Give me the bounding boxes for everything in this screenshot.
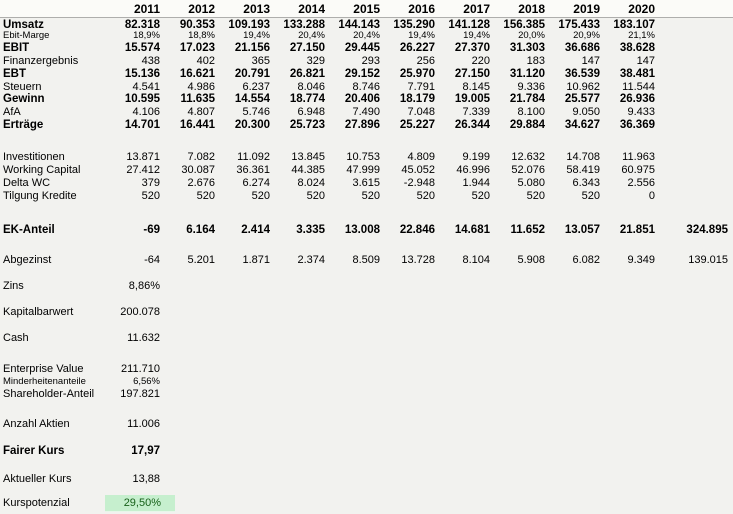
value-cell[interactable]: 3.615 <box>352 177 380 189</box>
value-cell[interactable]: 8.046 <box>297 81 325 93</box>
summary-row <box>0 363 160 375</box>
summary-value[interactable]: 13,88 <box>132 473 160 485</box>
value-cell[interactable]: 19,4% <box>408 30 435 41</box>
row-label[interactable]: Steuern <box>3 81 42 93</box>
value-cell[interactable]: 329 <box>306 55 325 67</box>
value-cell[interactable]: 5.908 <box>517 254 545 266</box>
value-cell[interactable]: 16.621 <box>179 68 215 80</box>
value-cell[interactable]: 27.150 <box>289 42 325 54</box>
year-header[interactable]: 2019 <box>573 2 600 16</box>
value-cell[interactable]: 29.152 <box>344 68 380 80</box>
row-label[interactable]: Working Capital <box>3 164 81 176</box>
value-cell[interactable]: 29.445 <box>344 42 380 54</box>
row-label[interactable]: EK-Anteil <box>3 224 55 236</box>
value-cell[interactable]: 14.701 <box>124 119 160 131</box>
row-label[interactable]: Gewinn <box>3 93 45 105</box>
value-cell[interactable]: 36.361 <box>236 164 270 176</box>
value-cell[interactable]: 147 <box>581 55 600 67</box>
value-cell[interactable]: 18,9% <box>133 30 160 41</box>
summary-label[interactable]: Shareholder-Anteil <box>3 388 95 400</box>
value-cell[interactable]: 4.541 <box>132 81 160 93</box>
value-cell[interactable]: 25.577 <box>564 93 600 105</box>
value-cell[interactable]: 18,8% <box>188 30 215 41</box>
year-header[interactable]: 2015 <box>353 2 380 16</box>
value-cell[interactable]: 293 <box>361 55 380 67</box>
year-header[interactable]: 2011 <box>133 2 160 16</box>
value-cell[interactable]: 520 <box>306 190 325 202</box>
value-cell[interactable]: 90.353 <box>179 19 215 31</box>
value-cell[interactable]: 19,4% <box>463 30 490 41</box>
value-cell[interactable]: 29.884 <box>509 119 545 131</box>
row-label[interactable]: Abgezinst <box>3 254 52 266</box>
value-cell[interactable]: 45.052 <box>401 164 435 176</box>
value-cell[interactable]: 4.807 <box>187 106 215 118</box>
value-cell[interactable]: 144.143 <box>338 19 380 31</box>
summary-value[interactable]: 197.821 <box>120 388 160 400</box>
summary-value[interactable]: 11.006 <box>127 418 160 430</box>
value-cell[interactable]: 13.728 <box>401 254 435 266</box>
summary-label[interactable]: Enterprise Value <box>3 363 84 375</box>
value-cell[interactable]: 7.339 <box>462 106 490 118</box>
value-cell[interactable]: 2.374 <box>297 254 325 266</box>
year-header[interactable]: 2020 <box>628 2 655 16</box>
value-cell[interactable]: 9.336 <box>517 81 545 93</box>
table-row <box>0 55 655 67</box>
value-cell[interactable]: 147 <box>636 55 655 67</box>
value-cell[interactable]: 4.986 <box>187 81 215 93</box>
row-label[interactable]: EBT <box>3 68 26 80</box>
value-cell[interactable]: 8.145 <box>462 81 490 93</box>
value-cell[interactable]: -69 <box>143 224 160 236</box>
summary-row <box>0 495 175 512</box>
value-cell[interactable]: 14.708 <box>566 151 600 163</box>
value-cell[interactable]: 9.050 <box>572 106 600 118</box>
value-cell[interactable]: 38.628 <box>619 42 655 54</box>
value-cell[interactable]: 6.343 <box>572 177 600 189</box>
value-cell[interactable]: 520 <box>416 190 435 202</box>
corner-cell[interactable] <box>0 3 105 15</box>
summary-label[interactable]: Kapitalbarwert <box>3 306 74 318</box>
value-cell[interactable]: 9.199 <box>462 151 490 163</box>
value-cell[interactable]: 46.996 <box>456 164 490 176</box>
value-cell[interactable]: 11.963 <box>622 151 655 163</box>
value-cell[interactable]: 11.544 <box>622 81 655 93</box>
value-cell[interactable]: 17.023 <box>179 42 215 54</box>
value-cell[interactable]: 12.632 <box>511 151 545 163</box>
value-cell[interactable]: 26.936 <box>619 93 655 105</box>
value-cell[interactable]: 19.005 <box>454 93 490 105</box>
year-header[interactable]: 2016 <box>408 2 435 16</box>
value-cell[interactable]: 6.948 <box>297 106 325 118</box>
row-label[interactable]: AfA <box>3 106 21 118</box>
value-cell[interactable]: 5.080 <box>517 177 545 189</box>
value-cell[interactable]: 36.369 <box>619 119 655 131</box>
value-cell[interactable]: 7.082 <box>187 151 215 163</box>
value-cell[interactable]: 30.087 <box>181 164 215 176</box>
table-row <box>0 68 655 80</box>
value-cell[interactable]: 21.851 <box>619 224 655 236</box>
value-cell[interactable]: 7.048 <box>407 106 435 118</box>
value-cell[interactable]: 26.227 <box>399 42 435 54</box>
year-header[interactable]: 2014 <box>298 2 325 16</box>
summary-row <box>0 418 160 430</box>
value-cell[interactable]: 1.944 <box>462 177 490 189</box>
value-cell[interactable]: 5.746 <box>242 106 270 118</box>
terminal-value-cell[interactable]: 139.015 <box>688 254 728 266</box>
row-label[interactable]: EBIT <box>3 42 30 54</box>
value-cell[interactable]: 4.809 <box>407 151 435 163</box>
kurspotenzial-highlight-cell[interactable]: 29,50% <box>105 495 175 512</box>
value-cell[interactable]: 6.274 <box>242 177 270 189</box>
value-cell[interactable]: 21.156 <box>234 42 270 54</box>
summary-value[interactable]: 6,56% <box>133 376 160 387</box>
value-cell[interactable]: 175.433 <box>558 19 600 31</box>
table-row <box>0 224 728 236</box>
table-row <box>0 254 728 266</box>
value-cell[interactable]: 10.595 <box>124 93 160 105</box>
table-row <box>0 93 655 105</box>
summary-value[interactable]: 8,86% <box>128 280 160 292</box>
value-cell[interactable]: 520 <box>141 190 160 202</box>
table-row <box>0 30 655 42</box>
summary-row <box>0 445 160 457</box>
value-cell[interactable]: 11.092 <box>237 151 270 163</box>
value-cell[interactable]: 11.635 <box>180 93 215 105</box>
year-header[interactable]: 2018 <box>518 2 545 16</box>
table-row <box>0 190 655 202</box>
value-cell[interactable]: 8.024 <box>297 177 325 189</box>
summary-row <box>0 306 160 318</box>
summary-value[interactable]: 17,97 <box>131 445 160 457</box>
value-cell[interactable]: 520 <box>251 190 270 202</box>
value-cell[interactable]: 13.057 <box>564 224 600 236</box>
value-cell[interactable]: 1.871 <box>242 254 270 266</box>
value-cell[interactable]: 14.681 <box>454 224 490 236</box>
table-row <box>0 164 655 176</box>
summary-label[interactable]: Minderheitenanteile <box>3 376 86 387</box>
terminal-value-cell[interactable]: 324.895 <box>686 224 728 236</box>
value-cell[interactable]: 8.746 <box>352 81 380 93</box>
value-cell[interactable]: 60.975 <box>621 164 655 176</box>
value-cell[interactable]: 2.556 <box>627 177 655 189</box>
value-cell[interactable]: 183 <box>526 55 545 67</box>
value-cell[interactable]: 18.774 <box>289 93 325 105</box>
summary-label[interactable]: Fairer Kurs <box>3 445 65 457</box>
summary-label[interactable]: Cash <box>3 332 29 344</box>
value-cell[interactable]: 82.318 <box>124 19 160 31</box>
value-cell[interactable]: 6.082 <box>572 254 600 266</box>
value-cell[interactable]: 141.128 <box>448 19 490 31</box>
value-cell[interactable]: 10.962 <box>566 81 600 93</box>
value-cell[interactable]: 58.419 <box>566 164 600 176</box>
value-cell[interactable]: 2.414 <box>241 224 270 236</box>
value-cell[interactable]: 256 <box>416 55 435 67</box>
value-cell[interactable]: 36.539 <box>564 68 600 80</box>
value-cell[interactable]: 8.509 <box>352 254 380 266</box>
summary-label[interactable]: Zins <box>3 280 24 292</box>
year-header[interactable]: 2012 <box>188 2 215 16</box>
value-cell[interactable]: 438 <box>141 55 160 67</box>
value-cell[interactable]: 220 <box>471 55 490 67</box>
summary-label[interactable]: Anzahl Aktien <box>3 418 70 430</box>
value-cell[interactable]: 520 <box>361 190 380 202</box>
value-cell[interactable]: 520 <box>526 190 545 202</box>
summary-row <box>0 473 160 485</box>
value-cell[interactable]: 9.433 <box>627 106 655 118</box>
summary-value[interactable]: 11.632 <box>127 332 160 344</box>
value-cell[interactable]: 27.412 <box>126 164 160 176</box>
value-cell[interactable]: 6.237 <box>242 81 270 93</box>
value-cell[interactable]: 21,1% <box>628 30 655 41</box>
value-cell[interactable]: 36.686 <box>564 42 600 54</box>
row-label[interactable]: Tilgung Kredite <box>3 190 77 202</box>
value-cell[interactable]: 3.335 <box>296 224 325 236</box>
row-label[interactable]: Umsatz <box>3 19 44 31</box>
value-cell[interactable]: 18.179 <box>399 93 435 105</box>
value-cell[interactable]: 34.627 <box>564 119 600 131</box>
value-cell[interactable]: 27.370 <box>454 42 490 54</box>
value-cell[interactable]: -2.948 <box>403 177 435 189</box>
value-cell[interactable]: 20.300 <box>234 119 270 131</box>
row-label[interactable]: Ebit-Marge <box>3 30 50 41</box>
summary-label[interactable]: Kurspotenzial <box>3 497 70 509</box>
value-cell[interactable]: 47.999 <box>346 164 380 176</box>
value-cell[interactable]: 133.288 <box>283 19 325 31</box>
value-cell[interactable]: 0 <box>648 190 655 202</box>
value-cell[interactable]: 22.846 <box>399 224 435 236</box>
value-cell[interactable]: 6.164 <box>186 224 215 236</box>
value-cell[interactable]: 31.303 <box>509 42 545 54</box>
value-cell[interactable]: 135.290 <box>393 19 435 31</box>
value-cell[interactable]: 8.100 <box>517 106 545 118</box>
table-row <box>0 42 655 54</box>
value-cell[interactable]: 9.349 <box>627 254 655 266</box>
value-cell[interactable]: 19,4% <box>243 30 270 41</box>
summary-row <box>0 388 160 400</box>
row-label[interactable]: Finanzergebnis <box>3 55 79 67</box>
row-label[interactable]: Erträge <box>3 119 44 131</box>
value-cell[interactable]: 2.676 <box>187 177 215 189</box>
value-cell[interactable]: 379 <box>141 177 160 189</box>
value-cell[interactable]: 109.193 <box>228 19 270 31</box>
row-label[interactable]: Investitionen <box>3 151 65 163</box>
value-cell[interactable]: 520 <box>581 190 600 202</box>
table-row <box>0 81 655 93</box>
value-cell[interactable]: 20.406 <box>344 93 380 105</box>
value-cell[interactable]: 183.107 <box>613 19 655 31</box>
value-cell[interactable]: 16.441 <box>179 119 215 131</box>
value-cell[interactable]: 20,9% <box>573 30 600 41</box>
value-cell[interactable]: 21.784 <box>509 93 545 105</box>
value-cell[interactable]: 520 <box>196 190 215 202</box>
value-cell[interactable]: 4.106 <box>132 106 160 118</box>
value-cell[interactable]: 20,4% <box>298 30 325 41</box>
value-cell[interactable]: 20,4% <box>353 30 380 41</box>
value-cell[interactable]: 13.871 <box>126 151 160 163</box>
summary-row <box>0 280 160 292</box>
year-header-row <box>0 3 655 15</box>
value-cell[interactable]: -64 <box>144 254 160 266</box>
year-header[interactable]: 2013 <box>243 2 270 16</box>
value-cell[interactable]: 27.896 <box>344 119 380 131</box>
value-cell[interactable]: 156.385 <box>503 19 545 31</box>
table-row <box>0 177 655 189</box>
table-row <box>0 106 655 118</box>
value-cell[interactable]: 31.120 <box>509 68 545 80</box>
value-cell[interactable]: 13.845 <box>291 151 325 163</box>
value-cell[interactable]: 25.723 <box>289 119 325 131</box>
summary-label[interactable]: Aktueller Kurs <box>3 473 72 485</box>
value-cell[interactable]: 14.554 <box>234 93 270 105</box>
value-cell[interactable]: 520 <box>471 190 490 202</box>
value-cell[interactable]: 13.008 <box>344 224 380 236</box>
value-cell[interactable]: 11.652 <box>510 224 545 236</box>
value-cell[interactable]: 10.753 <box>346 151 380 163</box>
value-cell[interactable]: 365 <box>251 55 270 67</box>
value-cell[interactable]: 26.821 <box>289 68 325 80</box>
value-cell[interactable]: 402 <box>196 55 215 67</box>
value-cell[interactable]: 15.574 <box>124 42 160 54</box>
summary-row <box>0 332 160 344</box>
value-cell[interactable]: 26.344 <box>454 119 490 131</box>
value-cell[interactable]: 5.201 <box>187 254 215 266</box>
row-label[interactable]: Delta WC <box>3 177 51 189</box>
value-cell[interactable]: 8.104 <box>462 254 490 266</box>
table-row <box>0 119 655 131</box>
year-header[interactable]: 2017 <box>463 2 490 16</box>
summary-value[interactable]: 200.078 <box>120 306 160 318</box>
summary-row <box>0 376 160 388</box>
value-cell[interactable]: 20,0% <box>518 30 545 41</box>
value-cell[interactable]: 7.490 <box>352 106 380 118</box>
value-cell[interactable]: 25.227 <box>399 119 435 131</box>
value-cell[interactable]: 52.076 <box>511 164 545 176</box>
summary-value[interactable]: 211.710 <box>121 363 160 375</box>
value-cell[interactable]: 25.970 <box>399 68 435 80</box>
value-cell[interactable]: 15.136 <box>124 68 160 80</box>
value-cell[interactable]: 27.150 <box>454 68 490 80</box>
value-cell[interactable]: 20.791 <box>234 68 270 80</box>
table-row <box>0 151 655 163</box>
value-cell[interactable]: 7.791 <box>407 81 435 93</box>
value-cell[interactable]: 38.481 <box>619 68 655 80</box>
value-cell[interactable]: 44.385 <box>291 164 325 176</box>
